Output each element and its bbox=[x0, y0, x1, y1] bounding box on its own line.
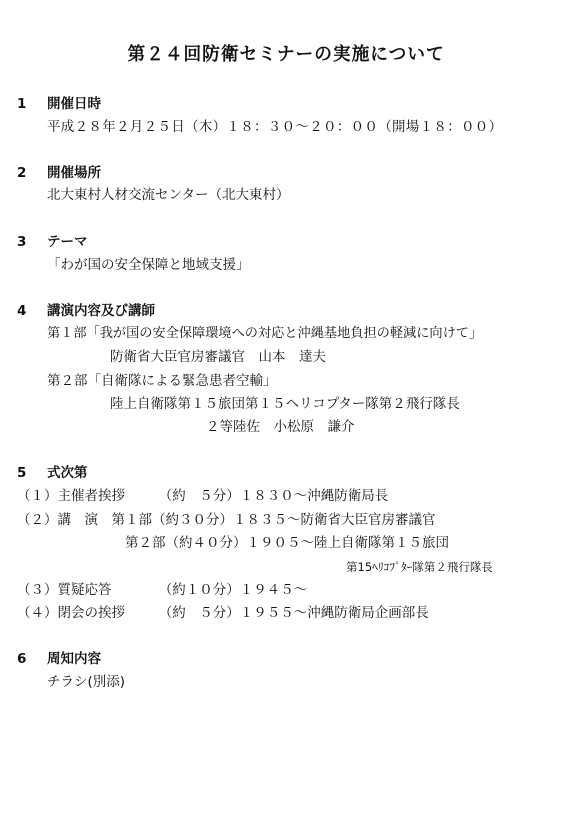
section-5-heading: 式次第 bbox=[47, 465, 88, 481]
section-1-heading: 開催日時 bbox=[47, 96, 101, 112]
program-row-3-continued: 第15ﾍﾘｺﾌﾟﾀｰ隊第２飛行隊長 bbox=[346, 560, 493, 574]
section-1-number: 1 bbox=[17, 96, 27, 112]
section-2-body: 北大東村人材交流センター（北大東村） bbox=[47, 187, 290, 203]
program-row-3: 第２部（約４０分）１９０５～陸上自衛隊第１５旅団 bbox=[125, 535, 449, 551]
document-title: 第２４回防衛セミナーの実施について bbox=[127, 44, 445, 65]
section-3-number: 3 bbox=[17, 234, 27, 250]
section-3-body: 「わが国の安全保障と地域支援」 bbox=[47, 257, 250, 273]
section-4-heading: 講演内容及び講師 bbox=[47, 303, 155, 319]
section-6-body: チラシ(別添) bbox=[47, 674, 126, 690]
lecture-part-2-speaker-name: ２等陸佐 小松原 謙介 bbox=[206, 419, 355, 435]
lecture-part-2-title: 第２部「自衛隊による緊急患者空輸」 bbox=[47, 373, 277, 389]
lecture-part-1-speaker: 防衛省大臣官房審議官 山本 達夫 bbox=[110, 349, 326, 365]
section-3-heading: テーマ bbox=[47, 234, 88, 250]
program-row-4: （３）質疑応答 （約１０分）１９４５～ bbox=[17, 582, 308, 598]
lecture-part-1-title: 第１部「我が国の安全保障環境への対応と沖縄基地負担の軽減に向けて」 bbox=[47, 326, 483, 341]
lecture-part-2-speaker-affiliation: 陸上自衛隊第１５旅団第１５ヘリコプター隊第２飛行隊長 bbox=[110, 396, 460, 412]
section-2-heading: 開催場所 bbox=[47, 165, 101, 181]
section-4-number: 4 bbox=[17, 303, 27, 319]
program-row-1: （１）主催者挨拶 （約 ５分）１８３０～沖縄防衛局長 bbox=[17, 488, 389, 504]
section-5-number: 5 bbox=[17, 465, 27, 481]
section-6-heading: 周知内容 bbox=[47, 651, 101, 667]
section-1-body: 平成２８年２月２５日（木）１８：３０～２０：００（開場１８：００） bbox=[47, 119, 503, 135]
section-6-number: 6 bbox=[17, 651, 27, 667]
section-2-number: 2 bbox=[17, 165, 27, 181]
program-row-2: （２）講 演 第１部（約３０分）１８３５～防衛省大臣官房審議官 bbox=[17, 512, 436, 528]
program-row-5: （４）閉会の挨拶 （約 ５分）１９５５～沖縄防衛局企画部長 bbox=[17, 605, 429, 621]
